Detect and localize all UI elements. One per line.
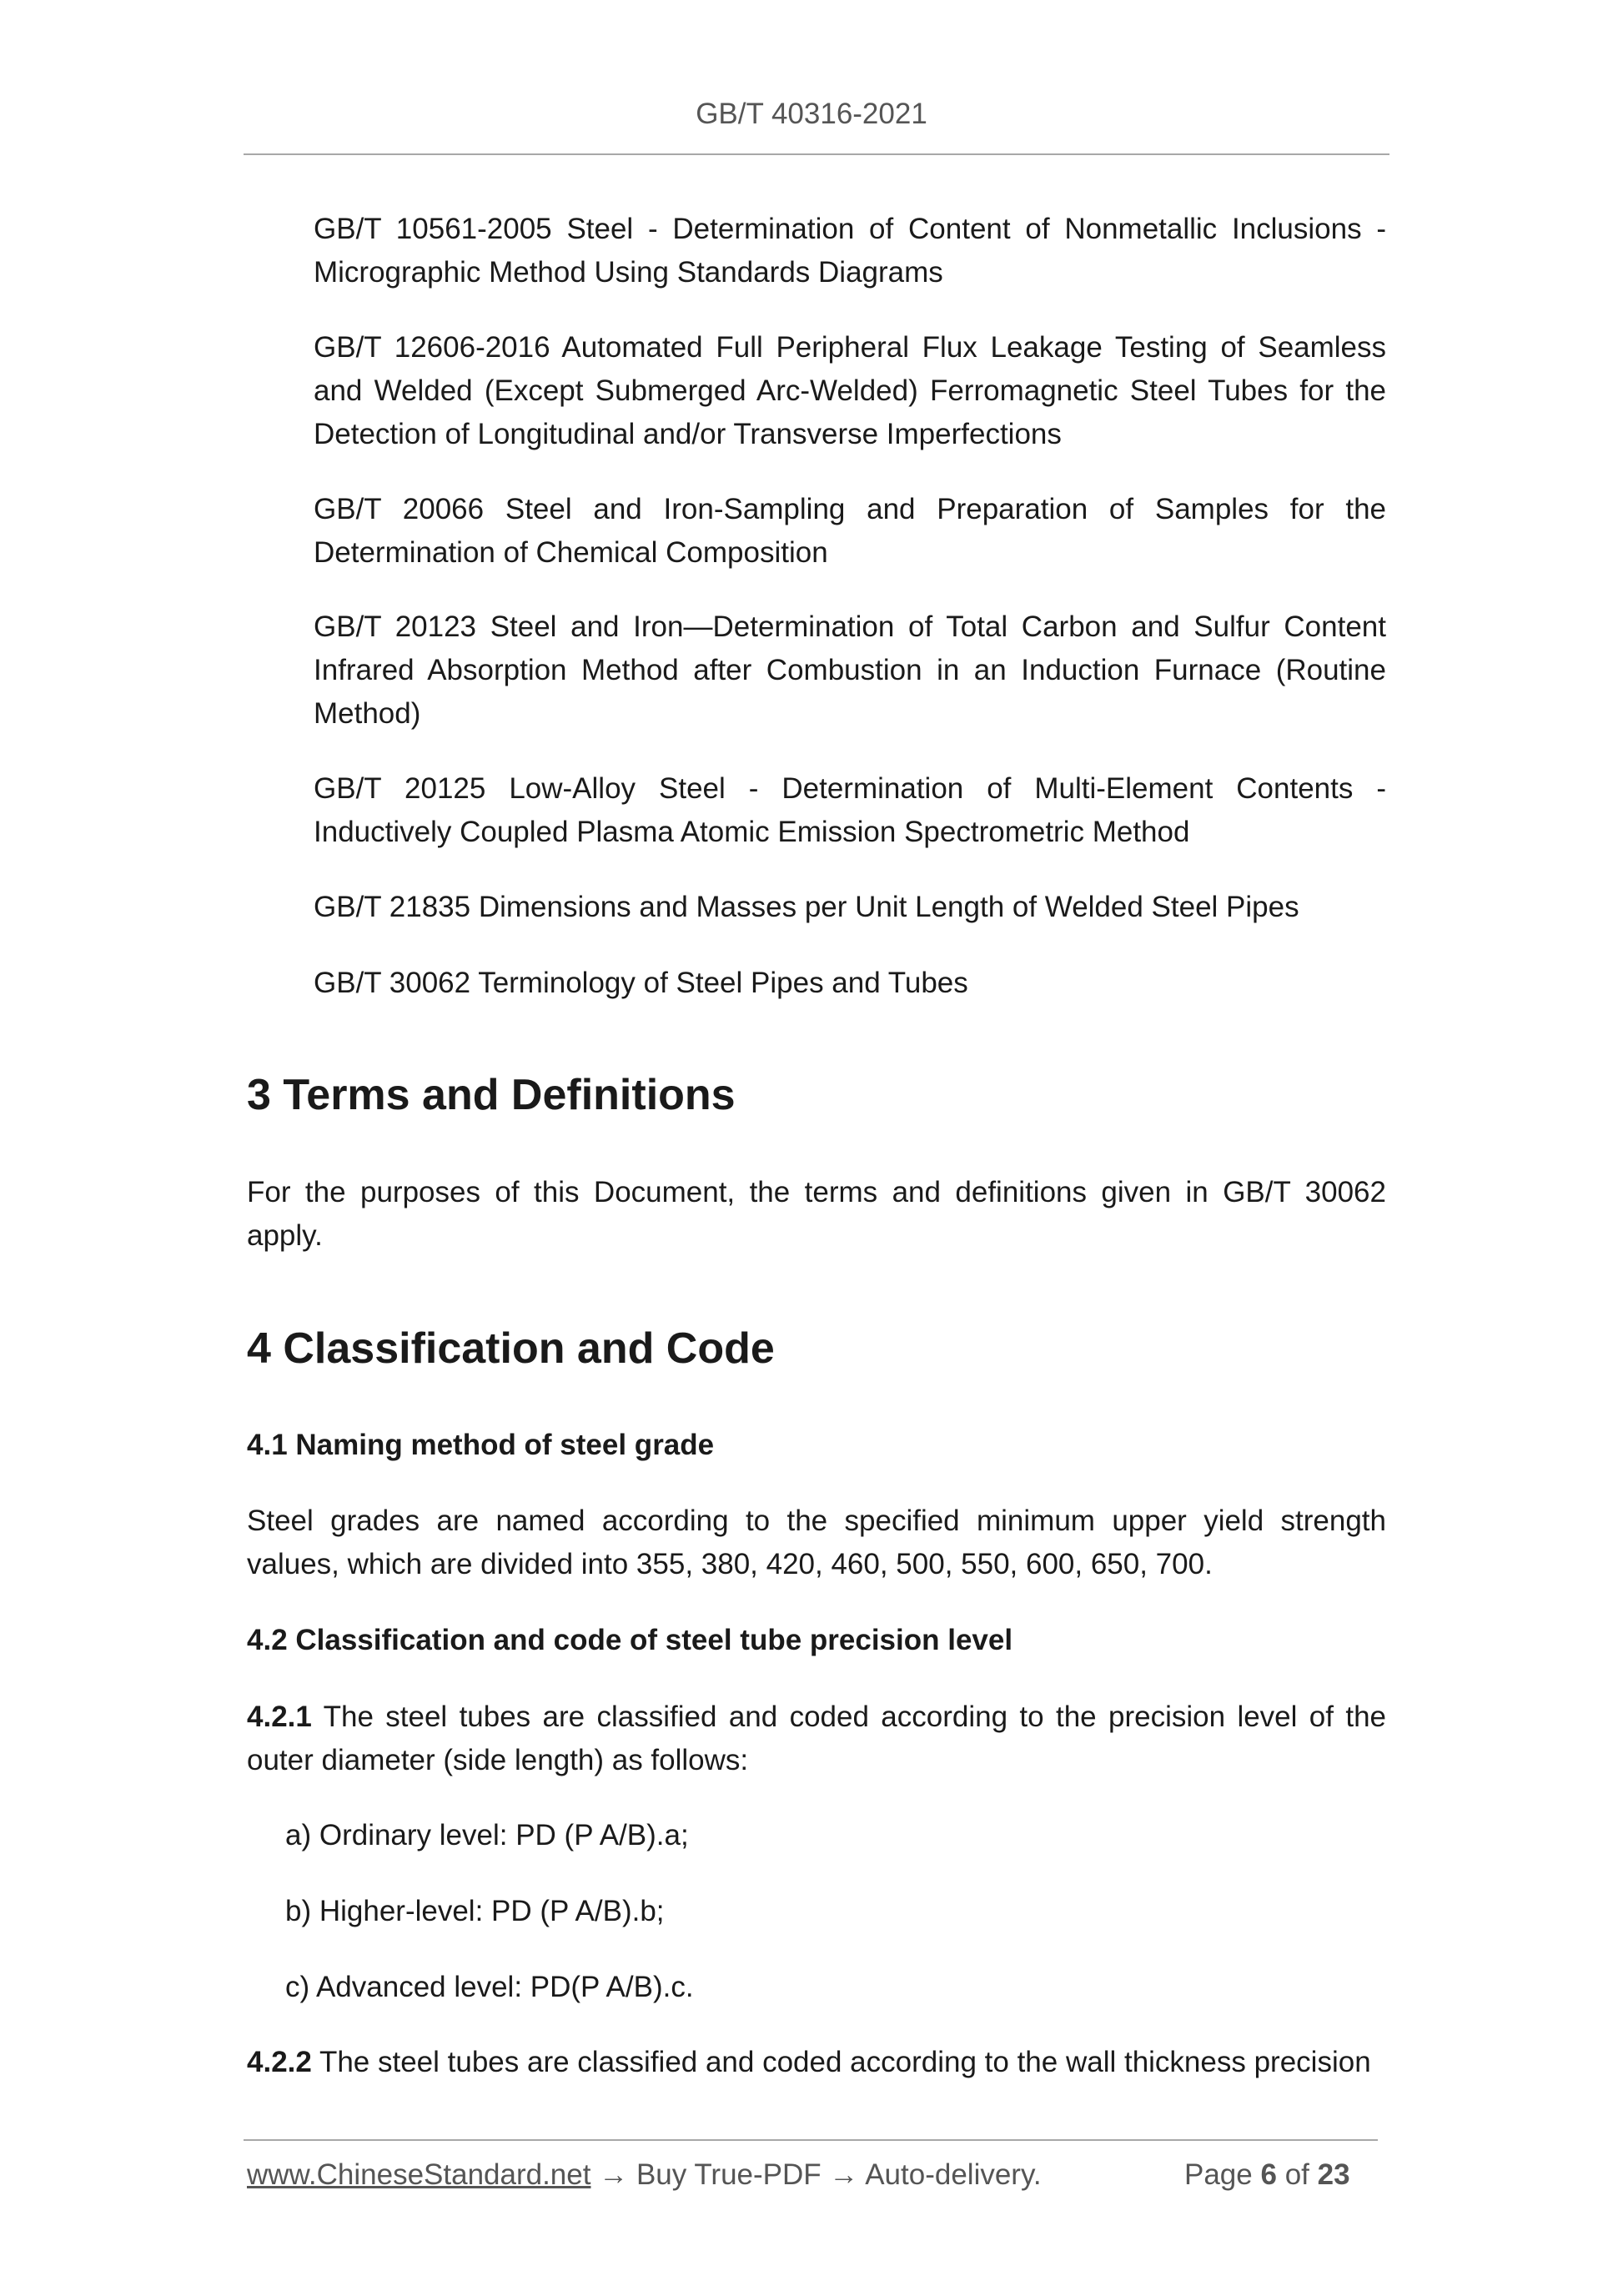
section-3-text: For the purposes of this Document, the terms and definitions given in GB/T 30062 apply.	[247, 1176, 1386, 1252]
page-total: 23	[1317, 2158, 1350, 2191]
reference-title: Terminology of Steel Pipes and Tubes	[478, 967, 968, 999]
clause-number: 4.2.2	[247, 2046, 312, 2078]
reference-code: GB/T 10561-2005	[314, 213, 552, 245]
reference-title: Low-Alloy Steel - Determination of Multi-Element Contents - Inductively Coupled Plasma Atomic Emission Spectrometric Method	[314, 772, 1386, 848]
reference-title: Automated Full Peripheral Flux Leakage Testing of Seamless and Welded (Except Submerged Arc-Welded) Ferromagnetic Steel Tubes for the Detection of Longitudinal and/or Transverse Imperfections	[314, 331, 1387, 450]
clause-number: 4.2.1	[247, 1701, 312, 1733]
clause-text: The steel tubes are classified and coded according to the wall thickness precision	[319, 2046, 1371, 2078]
header-divider	[244, 153, 1389, 155]
reference-code: GB/T 20123	[314, 610, 477, 643]
reference-item	[314, 962, 1386, 1005]
section-4-heading: 4 Classification and Code	[247, 1324, 775, 1373]
reference-item	[314, 605, 1386, 736]
reference-title: Steel and Iron—Determination of Total Carbon and Sulfur Content Infrared Absorption Method after Combustion in an Induction Furnace (Routine Method)	[314, 610, 1386, 730]
reference-item	[314, 767, 1386, 854]
running-header: GB/T 40316-2021	[696, 98, 927, 130]
reference-code: GB/T 20125	[314, 772, 486, 805]
precision-level-item: c) Advanced level: PD(P A/B).c.	[285, 1971, 694, 2003]
reference-item	[314, 886, 1386, 929]
reference-item	[314, 208, 1386, 294]
section-4-1-heading: 4.1 Naming method of steel grade	[247, 1429, 715, 1461]
reference-code: GB/T 21835	[314, 891, 471, 923]
clause-4-2-1	[247, 1696, 1386, 1782]
website-link[interactable]: www.ChineseStandard.net	[247, 2158, 591, 2191]
reference-title: Dimensions and Masses per Unit Length of Welded Steel Pipes	[478, 891, 1299, 923]
page-label: Page	[1184, 2158, 1253, 2191]
buy-text: Buy True-PDF	[636, 2158, 822, 2191]
reference-item	[314, 326, 1386, 456]
reference-code: GB/T 30062	[314, 967, 471, 999]
reference-title: Steel - Determination of Content of Nonmetallic Inclusions - Micrographic Method Using Standards Diagrams	[314, 213, 1387, 289]
arrow-right-icon: →	[599, 2158, 629, 2191]
footer-divider	[244, 2139, 1378, 2141]
section-3-heading: 3 Terms and Definitions	[247, 1071, 736, 1119]
delivery-text: Auto-delivery.	[865, 2158, 1042, 2191]
clause-4-2-2	[247, 2041, 1386, 2084]
page-indicator	[1184, 2158, 1350, 2192]
reference-code: GB/T 20066	[314, 493, 485, 525]
section-4-1-text: Steel grades are named according to the specified minimum upper yield strength values, which are divided into 355, 380, 420, 460, 500, 550, 600, 650, 700.	[247, 1505, 1386, 1580]
reference-title: Steel and Iron-Sampling and Preparation of Samples for the Determination of Chemical Composition	[314, 493, 1387, 569]
reference-item	[314, 488, 1386, 575]
precision-level-item: b) Higher-level: PD (P A/B).b;	[285, 1895, 665, 1927]
section-4-2-heading: 4.2 Classification and code of steel tube precision level	[247, 1624, 1013, 1656]
of-label: of	[1284, 2158, 1309, 2191]
clause-text: The steel tubes are classified and coded according to the precision level of the outer diameter (side length) as follows:	[247, 1701, 1386, 1776]
page-number: 6	[1260, 2158, 1277, 2191]
footer-promo	[247, 2158, 1042, 2192]
precision-level-item: a) Ordinary level: PD (P A/B).a;	[285, 1819, 689, 1851]
reference-code: GB/T 12606-2016	[314, 331, 550, 364]
arrow-right-icon: →	[829, 2158, 859, 2191]
